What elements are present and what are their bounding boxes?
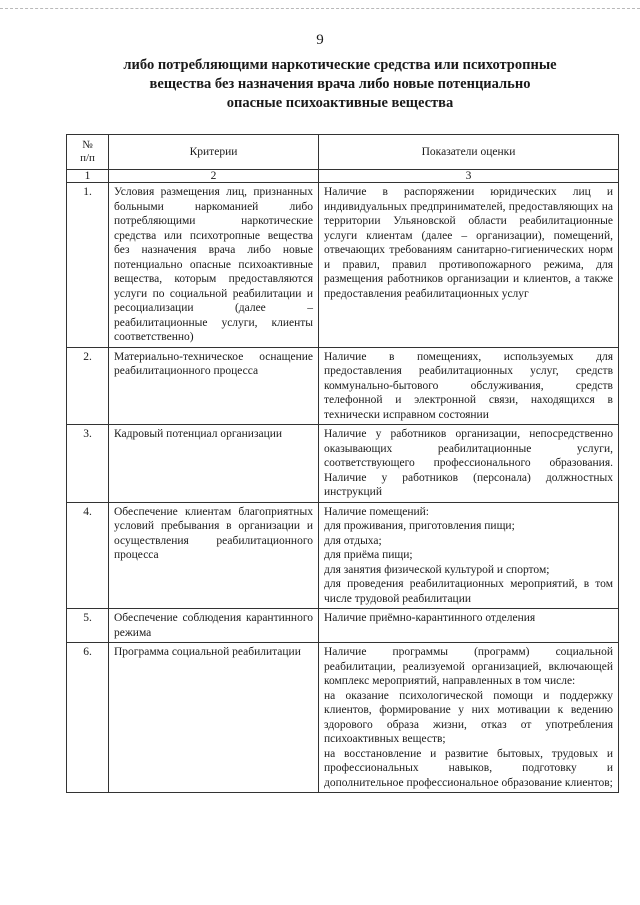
indicator-line: Наличие у работников организации, непосредственно оказывающих реабилитационные услуги, соответствующего профессионального образования. Наличие у работников (персонала) должностных инструкций bbox=[324, 428, 613, 498]
table-header-row bbox=[67, 135, 619, 170]
header-num: № п/п bbox=[67, 135, 109, 170]
index-cell: 2 bbox=[109, 170, 319, 183]
row-number: 4. bbox=[67, 502, 109, 609]
row-criteria: Обеспечение клиентам благоприятных условий пребывания в организации и осуществления реабилитационного процесса bbox=[109, 502, 319, 609]
indicator-line: для занятия физической культурой и спортом; bbox=[324, 563, 550, 576]
header-criteria: Критерии bbox=[109, 135, 319, 170]
indicator-line: на оказание психологической помощи и поддержку клиентов, формирование у них мотивации к ведению здорового образа жизни, отказ от употребления психоактивных веществ; bbox=[324, 689, 613, 745]
table-row bbox=[67, 643, 619, 793]
table-row bbox=[67, 425, 619, 503]
indicator-line: Наличие помещений: bbox=[324, 505, 430, 518]
document-title bbox=[60, 56, 620, 113]
indicator-line: для проведения реабилитационных мероприятий, в том числе трудовой реабилитации bbox=[324, 578, 613, 605]
row-indicators bbox=[319, 183, 619, 348]
title-line: опасные психоактивные вещества bbox=[226, 95, 454, 111]
row-criteria: Условия размещения лиц, признанных больными наркоманией либо потребляющими наркотические средства или психотропные вещества без назначения врача либо новые потенциально опасные психоактивные вещества, которым предоставляются услуги по социальной реабилитации и ресоциализации (далее – реабилитационные услуги, клиенты соответственно) bbox=[109, 183, 319, 348]
index-cell: 1 bbox=[67, 170, 109, 183]
row-number: 1. bbox=[67, 183, 109, 348]
page-number: 9 bbox=[316, 32, 324, 48]
row-number: 5. bbox=[67, 609, 109, 643]
row-indicators bbox=[319, 609, 619, 643]
row-indicators bbox=[319, 425, 619, 503]
row-number: 2. bbox=[67, 347, 109, 425]
indicator-line: Наличие в распоряжении юридических лиц и индивидуальных предпринимателей, предоставляющих на территории Ульяновской области реабилитационные услуги клиентам (далее – организации), помещений, отвечающих требованиям санитарно-гигиенических норм и правил, правил противопожарного режима, для размещения работников организации и клиентов, а также предоставления реабилитационных услуг bbox=[324, 186, 613, 300]
row-indicators bbox=[319, 643, 619, 793]
table-index-row bbox=[67, 170, 619, 183]
indicator-line: на восстановление и развитие бытовых, трудовых и профессиональных навыков, подготовку и дополнительное профессиональное образование клиентов; bbox=[324, 747, 613, 789]
index-cell: 3 bbox=[319, 170, 619, 183]
title-line: вещества без назначения врача либо новые потенциально bbox=[149, 76, 531, 92]
criteria-table bbox=[66, 134, 619, 793]
header-indicators: Показатели оценки bbox=[319, 135, 619, 170]
indicator-line: Наличие программы (программ) социальной реабилитации, реализуемой организацией, включающей комплекс мероприятий, направленных в том числе: bbox=[324, 646, 613, 687]
indicator-line: для приёма пищи; bbox=[324, 549, 413, 561]
table-row bbox=[67, 609, 619, 643]
indicator-line: Наличие приёмно-карантинного отделения bbox=[324, 612, 536, 624]
row-indicators bbox=[319, 347, 619, 425]
title-line: либо потребляющими наркотические средства или психотропные bbox=[123, 57, 557, 73]
row-criteria: Программа социальной реабилитации bbox=[109, 643, 319, 793]
row-indicators bbox=[319, 502, 619, 609]
table-row bbox=[67, 183, 619, 348]
scan-top-edge bbox=[0, 8, 640, 9]
row-criteria: Материально-техническое оснащение реабилитационного процесса bbox=[109, 347, 319, 425]
row-number: 6. bbox=[67, 643, 109, 793]
table-row bbox=[67, 502, 619, 609]
table-row bbox=[67, 347, 619, 425]
row-criteria: Кадровый потенциал организации bbox=[109, 425, 319, 503]
indicator-line: для отдыха; bbox=[324, 534, 382, 547]
indicator-line: Наличие в помещениях, используемых для предоставления реабилитационных услуг, средств коммунально-бытового обслуживания, средств телефонной и электронной связи, находящихся в технически исправном состоянии bbox=[324, 350, 613, 421]
row-criteria: Обеспечение соблюдения карантинного режима bbox=[109, 609, 319, 643]
indicator-line: для проживания, приготовления пищи; bbox=[324, 520, 515, 532]
row-number: 3. bbox=[67, 425, 109, 503]
